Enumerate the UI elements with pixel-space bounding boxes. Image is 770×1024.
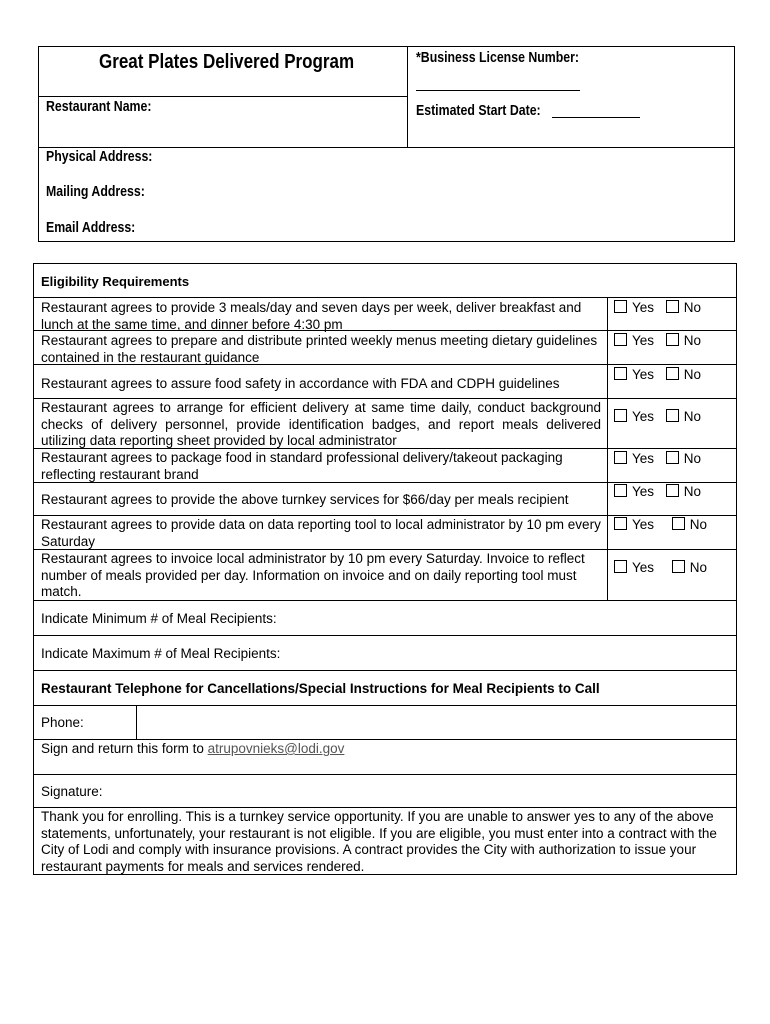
no-checkbox[interactable] xyxy=(666,367,679,380)
yes-checkbox[interactable] xyxy=(614,367,627,380)
phone-label: Phone: xyxy=(41,715,84,730)
signature-label: Signature: xyxy=(41,784,103,799)
requirement-text: Restaurant agrees to prepare and distribute printed weekly menus meeting dietary guidelines contained in the restaurant guidance xyxy=(41,333,598,365)
header-box xyxy=(38,46,735,242)
yes-checkbox[interactable] xyxy=(614,300,627,313)
no-label: No xyxy=(683,367,702,382)
eligibility-heading-row xyxy=(34,264,736,298)
phone-input[interactable] xyxy=(137,706,735,740)
no-checkbox[interactable] xyxy=(672,560,685,573)
yes-no-choice xyxy=(614,300,701,315)
no-checkbox[interactable] xyxy=(666,409,679,422)
table-row xyxy=(34,298,736,331)
yes-label: Yes xyxy=(632,517,655,532)
requirement-text: Restaurant agrees to package food in standard professional delivery/takeout packaging reflecting restaurant brand xyxy=(41,450,563,482)
form-title: Great Plates Delivered Program xyxy=(99,51,355,73)
no-label: No xyxy=(683,333,702,348)
yes-checkbox[interactable] xyxy=(614,484,627,497)
no-checkbox[interactable] xyxy=(666,300,679,313)
telephone-heading: Restaurant Telephone for Cancellations/Special Instructions for Meal Recipients to Call xyxy=(41,681,600,696)
requirement-text: Restaurant agrees to invoice local administrator by 10 pm every Saturday. Invoice to reflect number of meals provided per day. Information on invoice and on daily reporting tool must match. xyxy=(41,551,585,599)
business-license-label: *Business License Number: xyxy=(416,50,580,66)
table-row xyxy=(34,449,736,483)
restaurant-name-label: Restaurant Name: xyxy=(46,99,152,115)
no-checkbox[interactable] xyxy=(666,484,679,497)
email-address-label: Email Address: xyxy=(46,220,136,236)
yes-checkbox[interactable] xyxy=(614,451,627,464)
yes-label: Yes xyxy=(632,333,655,348)
yes-label: Yes xyxy=(632,367,655,382)
requirement-text: Restaurant agrees to arrange for efficient delivery at same time daily, conduct background checks of delivery personnel, provide identification badges, and report meals delivered utilizing data reporting sheet provided by local administrator xyxy=(41,400,601,448)
yes-checkbox[interactable] xyxy=(614,560,627,573)
sign-return-label: Sign and return this form to xyxy=(41,741,204,756)
table-row xyxy=(34,365,736,399)
estimated-start-field[interactable] xyxy=(552,117,640,118)
yes-no-choice xyxy=(614,367,701,382)
yes-no-choice xyxy=(614,451,701,466)
no-checkbox[interactable] xyxy=(672,517,685,530)
yes-checkbox[interactable] xyxy=(614,333,627,346)
sign-return-text xyxy=(41,741,344,758)
signature-row[interactable] xyxy=(34,775,736,808)
closing-row xyxy=(34,808,736,874)
max-recipients-label: Indicate Maximum # of Meal Recipients: xyxy=(41,646,281,661)
requirement-text: Restaurant agrees to assure food safety in accordance with FDA and CDPH guidelines xyxy=(41,376,560,391)
no-label: No xyxy=(689,517,708,532)
no-checkbox[interactable] xyxy=(666,333,679,346)
table-row xyxy=(34,516,736,550)
yes-no-choice xyxy=(614,484,701,499)
yes-no-choice xyxy=(614,409,701,424)
no-label: No xyxy=(683,451,702,466)
telephone-heading-row xyxy=(34,671,736,706)
yes-no-choice xyxy=(614,560,707,575)
email-link[interactable]: atrupovnieks@lodi.gov xyxy=(207,741,345,756)
requirement-text: Restaurant agrees to provide data on data reporting tool to local administrator by 10 pm every Saturday xyxy=(41,517,601,549)
max-recipients-row[interactable] xyxy=(34,636,736,671)
table-row xyxy=(34,399,736,449)
yes-checkbox[interactable] xyxy=(614,409,627,422)
no-label: No xyxy=(689,560,708,575)
yes-label: Yes xyxy=(632,451,655,466)
phone-row xyxy=(34,706,736,740)
min-recipients-label: Indicate Minimum # of Meal Recipients: xyxy=(41,611,277,626)
requirement-text: Restaurant agrees to provide the above turnkey services for $66/day per meals recipient xyxy=(41,492,569,507)
table-row xyxy=(34,550,736,601)
eligibility-heading: Eligibility Requirements xyxy=(41,274,190,289)
physical-address-label: Physical Address: xyxy=(46,149,153,165)
table-row xyxy=(34,331,736,365)
business-license-field[interactable] xyxy=(416,90,580,91)
no-label: No xyxy=(683,484,702,499)
mailing-address-label: Mailing Address: xyxy=(46,184,145,200)
yes-label: Yes xyxy=(632,300,655,315)
closing-text: Thank you for enrolling. This is a turnkey service opportunity. If you are unable to answer yes to any of the above statements, unfortunately, your restaurant is not eligible. If you are eligible, you must enter into a contract with the City of Lodi and comply with insurance provisions. A contract provides the City with authorization to issue your restaurant payments for meals and services rendered. xyxy=(41,809,717,874)
requirement-text: Restaurant agrees to provide 3 meals/day and seven days per week, deliver breakfast and lunch at the same time, and dinner before 4:30 pm xyxy=(41,300,582,332)
yes-label: Yes xyxy=(632,409,655,424)
eligibility-table xyxy=(33,263,737,875)
yes-no-choice xyxy=(614,333,701,348)
min-recipients-row[interactable] xyxy=(34,601,736,636)
sign-return-row xyxy=(34,740,736,775)
yes-no-choice xyxy=(614,517,707,532)
table-row xyxy=(34,483,736,516)
yes-label: Yes xyxy=(632,484,655,499)
no-checkbox[interactable] xyxy=(666,451,679,464)
estimated-start-label: Estimated Start Date: xyxy=(416,103,541,119)
yes-label: Yes xyxy=(632,560,655,575)
no-label: No xyxy=(683,300,702,315)
no-label: No xyxy=(683,409,702,424)
yes-checkbox[interactable] xyxy=(614,517,627,530)
